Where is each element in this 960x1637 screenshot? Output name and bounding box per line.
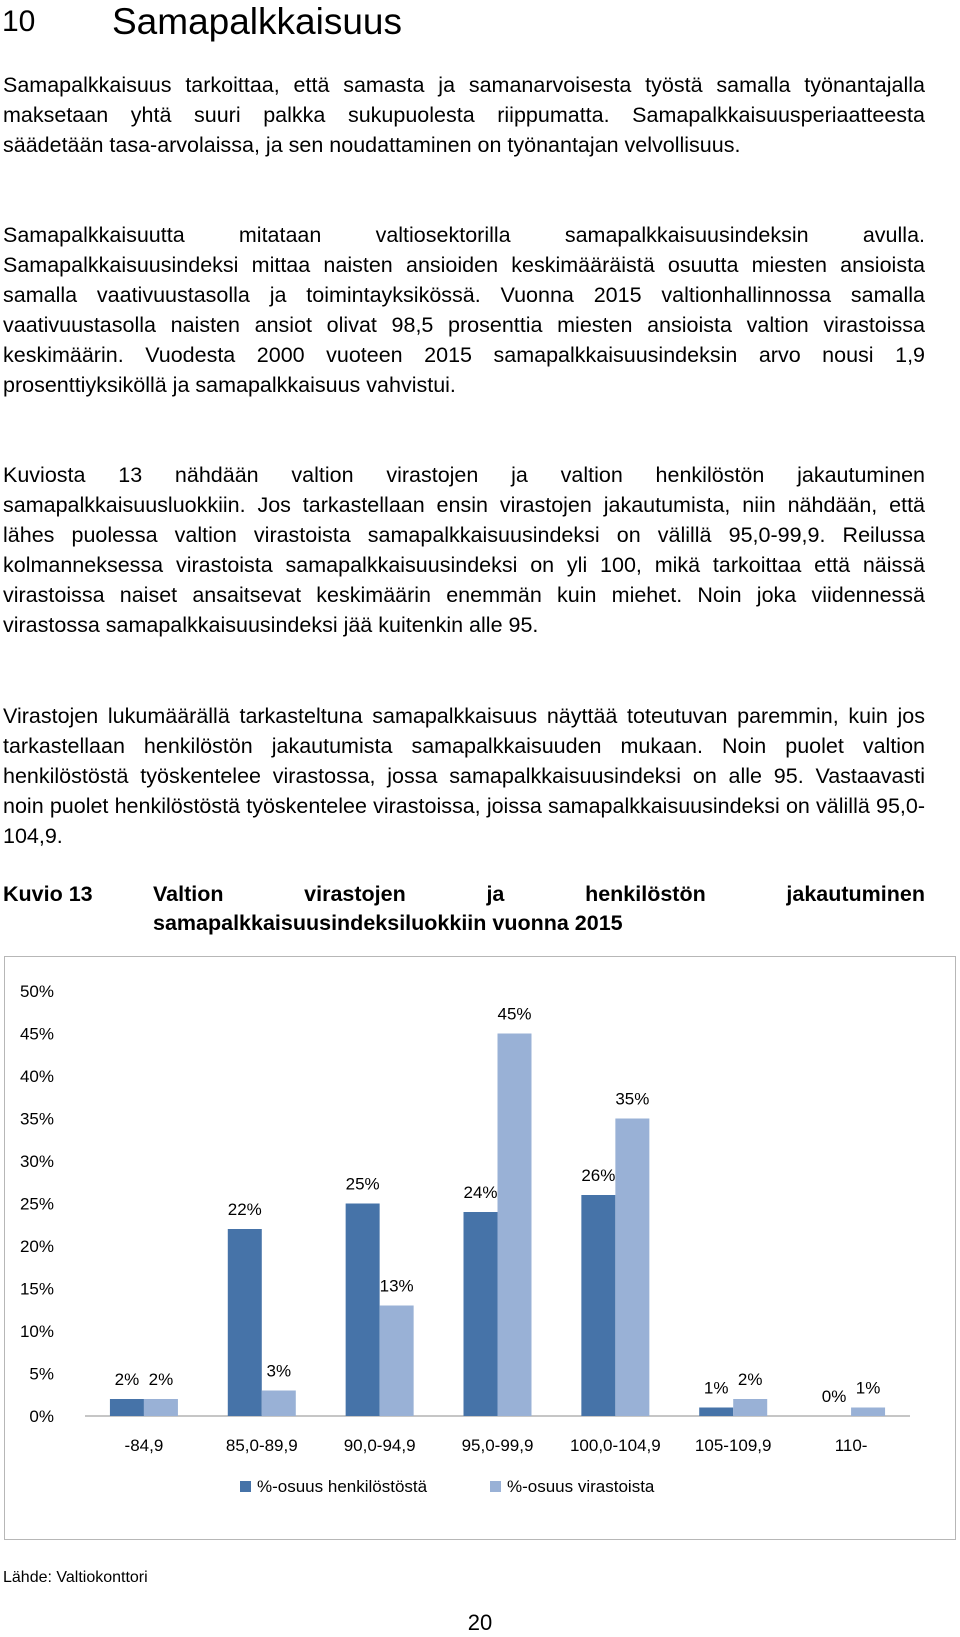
y-tick-label: 50% [19, 982, 54, 1001]
y-tick-label: 35% [19, 1109, 54, 1129]
section-heading [0, 2, 402, 42]
data-label: 13% [379, 1276, 414, 1296]
data-label: 2% [737, 1370, 763, 1389]
y-tick-label: 15% [19, 1279, 54, 1299]
data-label: 26% [581, 1166, 616, 1185]
section-number: 10 [2, 5, 36, 38]
data-label: 45% [497, 1004, 532, 1024]
bar-virastot [498, 1034, 532, 1417]
figure-title-line-2: samapalkkaisuusindeksiluokkiin vuonna 2015 [153, 911, 623, 935]
figure-title-line-1: Valtion virastojen ja henkilöstön jakautuminen [153, 882, 925, 906]
y-tick-label: 0% [29, 1407, 54, 1426]
bar-virastot [733, 1399, 767, 1416]
data-label: 25% [345, 1174, 380, 1194]
source-note: Lähde: Valtiokonttori [3, 1569, 148, 1586]
paragraph-1: Samapalkkaisuus tarkoittaa, että samasta ja samanarvoisesta työstä samalla työnantajalla maksetaan yhtä suuri palkka sukupuolesta riippumatta. Samapalkkaisuusperiaatteesta säädetään tasa-arvolaissa, ja sen noudattaminen on työnantajan velvollisuus. [3, 73, 925, 157]
x-tick-label: 85,0-89,9 [225, 1436, 298, 1455]
page-number: 20 [467, 1610, 493, 1635]
data-label: 24% [463, 1183, 498, 1202]
legend-swatch [240, 1481, 251, 1492]
legend-label: %-osuus virastoista [507, 1477, 655, 1496]
bar-chart [4, 956, 956, 1540]
data-label: 35% [615, 1089, 650, 1109]
paragraph-3: Kuviosta 13 nähdään valtion virastojen ja valtion henkilöstön jakautuminen samapalkkaisuusluokkiin. Jos tarkastellaan ensin virastojen jakautumista, niin nähdään, että lähes puolessa valtion virastoista samapalkkaisuusindeksi on välillä 95,0-99,9. Reilussa kolmanneksessa virastoista samapalkkaisuusindeksi on yli 100, mikä tarkoittaa että näissä virastoissa naiset ansaitsevat keskimäärin enemmän kuin miehet. Noin joka viidennessä virastossa samapalkkaisuusindeksi jää kuitenkin alle 95. [3, 463, 925, 637]
x-tick-label: 100,0-104,9 [569, 1436, 661, 1455]
bar-henkilosto [464, 1212, 498, 1416]
data-label: 2% [114, 1370, 140, 1389]
y-tick-label: 40% [19, 1067, 54, 1086]
x-tick-label: 105-109,9 [694, 1436, 772, 1455]
paragraph-2: Samapalkkaisuutta mitataan valtiosektorilla samapalkkaisuusindeksin avulla. Samapalkkaisuusindeksi mittaa naisten ansioiden keskimääräistä osuutta miesten ansioista samalla vaativuustasolla ja toimintayksikössä. Vuonna 2015 valtionhallinnossa samalla vaativuustasolla naisten ansiot olivat 98,5 prosenttia miesten ansioista valtion virastoissa keskimäärin. Vuodesta 2000 vuoteen 2015 samapalkkaisuusindeksin arvo nousi 1,9 prosenttiyksiköllä ja samapalkkaisuus vahvistui. [3, 223, 925, 397]
x-tick-label: -84,9 [124, 1436, 164, 1455]
bar-virastot [380, 1306, 414, 1417]
data-label: 3% [266, 1361, 292, 1381]
y-tick-label: 10% [19, 1322, 54, 1341]
data-label: 2% [148, 1370, 174, 1389]
bar-virastot [144, 1399, 178, 1416]
bar-henkilosto [228, 1229, 262, 1416]
legend-swatch [490, 1481, 501, 1492]
legend-label: %-osuus henkilöstöstä [257, 1477, 428, 1496]
bar-virastot [851, 1408, 885, 1417]
y-tick-label: 30% [19, 1152, 54, 1171]
figure-title [153, 880, 925, 938]
paragraph-4: Virastojen lukumäärällä tarkasteltuna samapalkkaisuus näyttää toteutuvan paremmin, kuin jos tarkastellaan henkilöstön jakautumista samapalkkaisuuden mukaan. Noin puolet valtion henkilöstöstä työskentelee virastossa, jossa samapalkkaisuusindeksi on alle 95. Vastaavasti noin puolet henkilöstöstä työskentelee virastoissa, joissa samapalkkaisuusindeksi on välillä 95,0-104,9. [3, 704, 925, 848]
data-label: 1% [703, 1378, 729, 1398]
bar-henkilosto [699, 1408, 733, 1417]
x-tick-label: 90,0-94,9 [343, 1436, 416, 1455]
x-tick-label: 110- [834, 1436, 868, 1455]
bar-henkilosto [110, 1399, 144, 1416]
data-label: 22% [227, 1200, 262, 1219]
data-label: 1% [855, 1378, 881, 1398]
section-title: Samapalkkaisuus [112, 1, 402, 42]
y-tick-label: 25% [19, 1194, 54, 1214]
figure-label: Kuvio 13 [3, 882, 93, 906]
y-tick-label: 20% [19, 1237, 54, 1256]
y-tick-label: 5% [29, 1364, 54, 1384]
data-label: 0% [821, 1387, 847, 1406]
x-tick-label: 95,0-99,9 [461, 1436, 534, 1455]
bar-henkilosto [581, 1195, 615, 1416]
bar-virastot [615, 1119, 649, 1417]
bar-henkilosto [346, 1204, 380, 1417]
bar-virastot [262, 1391, 296, 1417]
y-tick-label: 45% [19, 1024, 54, 1044]
